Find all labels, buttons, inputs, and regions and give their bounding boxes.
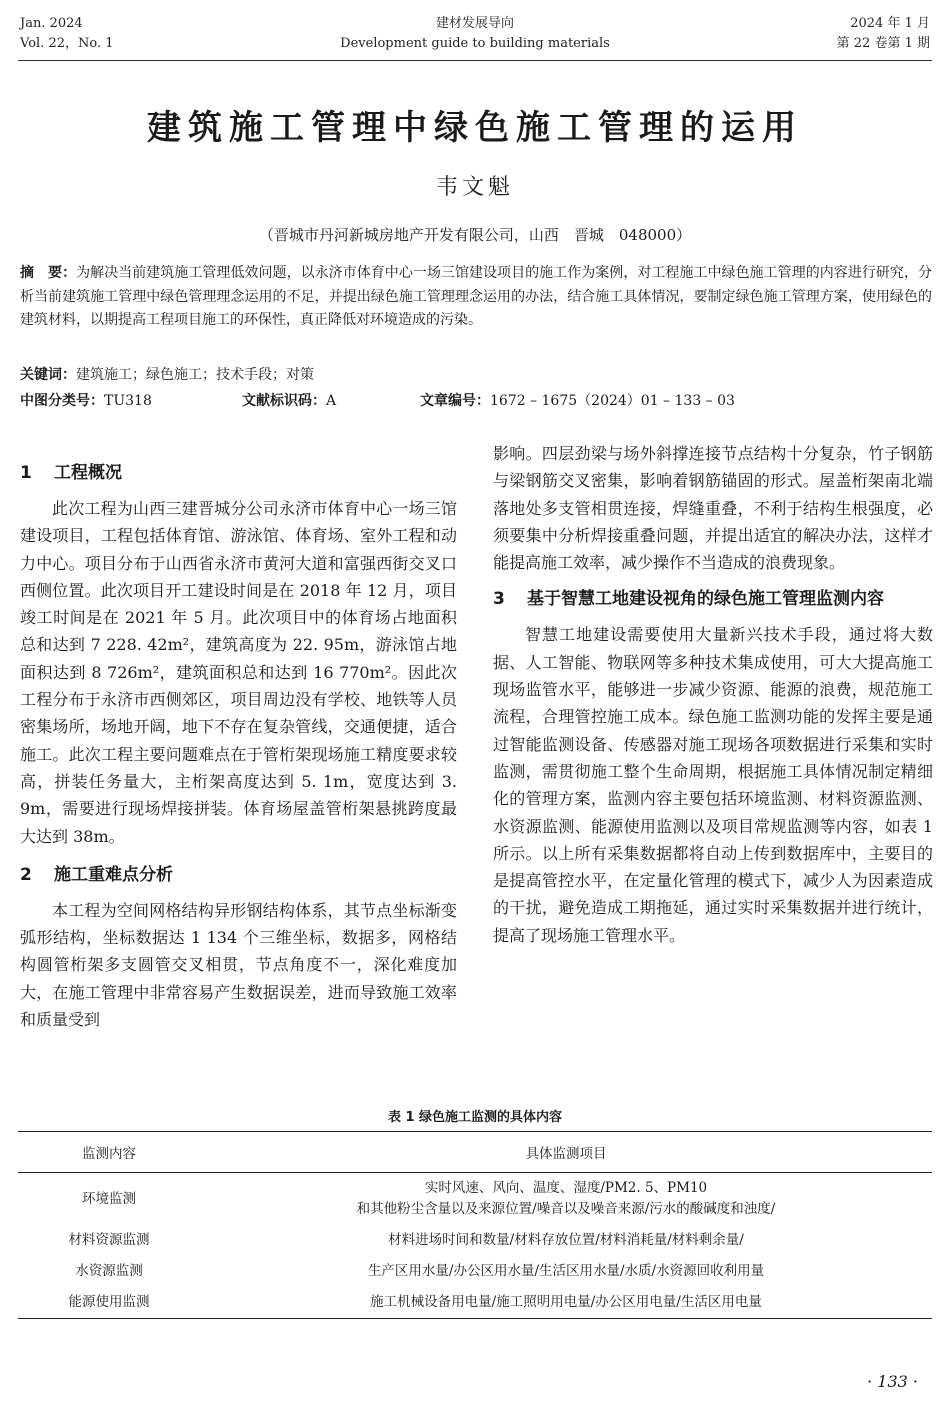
section-3-paragraph: 智慧工地建设需要使用大量新兴技术手段，通过将大数据、人工智能、物联网等多种技术集成使用，可大大提高施工现场监管水平，能够进一步减少资源、能源的浪费，规范施工流程，合理管控施工成本。绿色施工监测功能的发挥主要是通过智能监测设备、传感器对施工现场各项数据进行采集和实时监测，需贯彻施工整个生命周期，根据施工具体情况制定精细化的管理方案，监测内容主要包括环境监测、材料资源监测、水资源监测、能源使用监测以及项目常规监测等内容，如表 1 所示。以上所有采集数据都将自动上传到数据库中，主要目的是提高管控水平，在定量化管理的模式下，减少人为因素造成的干扰，避免造成工期拖延，通过实时采集数据并进行统计，提高了现场施工管理水平。: [493, 625, 933, 945]
table-cell-items: 生产区用水量/办公区用水量/生活区用水量/水质/水资源回收利用量: [367, 1263, 765, 1279]
table-header-category: 监测内容: [18, 1132, 200, 1173]
table-cell-category: 能源使用监测: [18, 1287, 200, 1319]
table-header-row: [18, 1132, 932, 1173]
header-divider: [18, 60, 932, 61]
article-value: 1672 – 1675（2024）01 – 133 – 03: [490, 393, 735, 409]
section-2-paragraph: 本工程为空间网格结构异形钢结构体系，其节点坐标渐变弧形结构，坐标数据达 1 134 个三维坐标，数据多，网格结构圆管桁架多支圆管交叉相贯，节点角度不一，深化难度加大，在施工管理中非常容易产生数据误差，进而导致施工效率和质量受到: [20, 900, 457, 1030]
doc-value: A: [326, 393, 337, 409]
right-column: [493, 440, 933, 949]
section-3-number: 3: [493, 589, 505, 610]
doc-code: [242, 390, 336, 412]
table-cell-category: 材料资源监测: [68, 1232, 150, 1248]
journal-name: [0, 14, 950, 54]
journal-name-cn: 建材发展导向: [435, 16, 514, 31]
table-row: [18, 1173, 932, 1226]
table-cell-category: 环境监测: [82, 1190, 136, 1207]
journal-date-cn: 2024 年 1 月: [850, 16, 930, 31]
abstract-text: 为解决当前建筑施工管理低效问题，以永济市体育中心一场三馆建设项目的施工作为案例，对工程施工中绿色施工管理的内容进行研究，分析当前建筑施工管理中绿色管理理念运用的不足，并提出绿色施工管理理念运用的办法，结合施工具体情况，要制定绿色施工管理方案，使用绿色的建筑材料，以期提高工程项目施工的环保性，真正降低对环境造成的污染。: [20, 265, 932, 328]
table-row: [18, 1256, 932, 1287]
article-label: 文章编号：: [420, 393, 490, 409]
journal-name-en: Development guide to building materials: [340, 36, 610, 51]
left-column: [20, 452, 457, 1033]
clc-label: 中图分类号：: [20, 393, 104, 409]
article-number: [420, 390, 735, 412]
section-1-paragraph: 此次工程为山西三建晋城分公司永济市体育中心一场三馆建设项目，工程包括体育馆、游泳馆、体育场、室外工程和动力中心。项目分布于山西省永济市黄河大道和富强西街交叉口西侧位置。此次项目开工建设时间是在 2018 年 12 月，项目竣工时间是在 2021 年 5 月。此次项目中的体育场占地面积总和达到 7 228. 42m²，建筑高度为 22. 95m，游泳馆占地面积达到 8 726m²，建筑面积总和达到 16 770m²。因此次工程分布于永济市西侧郊区，项目周边没有学校、地铁等人员密集场所，场地开阔，地下不存在复杂管线，交通便捷，适合施工。此次工程主要问题难点在于管桁架现场施工精度要求较高，拼装任务量大，主桁架高度达到 5. 1m，宽度达到 3. 9m，需要进行现场焊接拼装。体育场屋盖管桁架悬挑跨度最大达到 38m。: [20, 499, 457, 846]
monitoring-table: [18, 1131, 932, 1319]
section-2-number: 2: [20, 864, 32, 885]
section-2-title: 施工重难点分析: [54, 864, 173, 885]
keywords-label: 关键词：: [20, 367, 76, 383]
paper-author: 韦文魁: [435, 175, 514, 200]
abstract: [20, 262, 932, 333]
table-caption: 表 1 绿色施工监测的具体内容: [387, 1110, 563, 1125]
section-2-paragraph-continued: 影响。四层劲梁与场外斜撑连接节点结构十分复杂，竹子钢筋与梁钢筋交叉密集，影响着钢筋锚固的形式。屋盖桁架南北端落地处多支管相贯连接，焊缝重叠，不利于结构生根强度，必须要集中分析焊接重叠问题，并提出适宜的解决办法，这样才能提高施工效率，减少操作不当造成的浪费现象。: [493, 444, 933, 573]
table-row: [18, 1287, 932, 1319]
table-cell-line: 实时风速、风向、温度、湿度/PM2. 5、PM10: [424, 1180, 708, 1196]
clc-number: [20, 390, 152, 412]
table-cell-line: 和其他粉尘含量以及来源位置/噪音以及噪音来源/污水的酸碱度和浊度/: [356, 1201, 776, 1217]
journal-date-volume-cn: [837, 14, 930, 54]
keywords: [20, 364, 314, 386]
paper-title: 建筑施工管理中绿色施工管理的运用: [147, 108, 803, 148]
section-1-heading: [20, 460, 457, 487]
journal-date: Jan. 2024: [20, 16, 83, 31]
section-1-title: 工程概况: [54, 463, 122, 483]
section-3-heading: [493, 586, 933, 613]
table-cell-items: 材料进场时间和数量/材料存放位置/材料消耗量/材料剩余量/: [388, 1232, 744, 1248]
section-3-title: 基于智慧工地建设视角的绿色施工管理监测内容: [527, 589, 884, 610]
table-header-items: 具体监测项目: [200, 1132, 932, 1173]
section-2-heading: [20, 862, 457, 889]
clc-value: TU318: [104, 393, 152, 409]
doc-label: 文献标识码：: [242, 393, 326, 409]
table-row: [18, 1225, 932, 1256]
journal-volume: Vol. 22，No. 1: [20, 36, 114, 51]
table-cell-items: [200, 1173, 932, 1226]
section-1-number: 1: [20, 463, 32, 483]
page-number: · 133 ·: [867, 1372, 918, 1391]
journal-volume-cn: 第 22 卷第 1 期: [836, 36, 930, 51]
keywords-text: 建筑施工；绿色施工；技术手段；对策: [76, 367, 314, 383]
author-affiliation: （晋城市丹河新城房地产开发有限公司，山西 晋城 048000）: [258, 226, 692, 244]
abstract-label: 摘 要：: [20, 265, 77, 281]
table-cell-category: 水资源监测: [75, 1263, 143, 1279]
table-cell-items: 施工机械设备用电量/施工照明用电量/办公区用电量/生活区用电量: [200, 1287, 932, 1319]
